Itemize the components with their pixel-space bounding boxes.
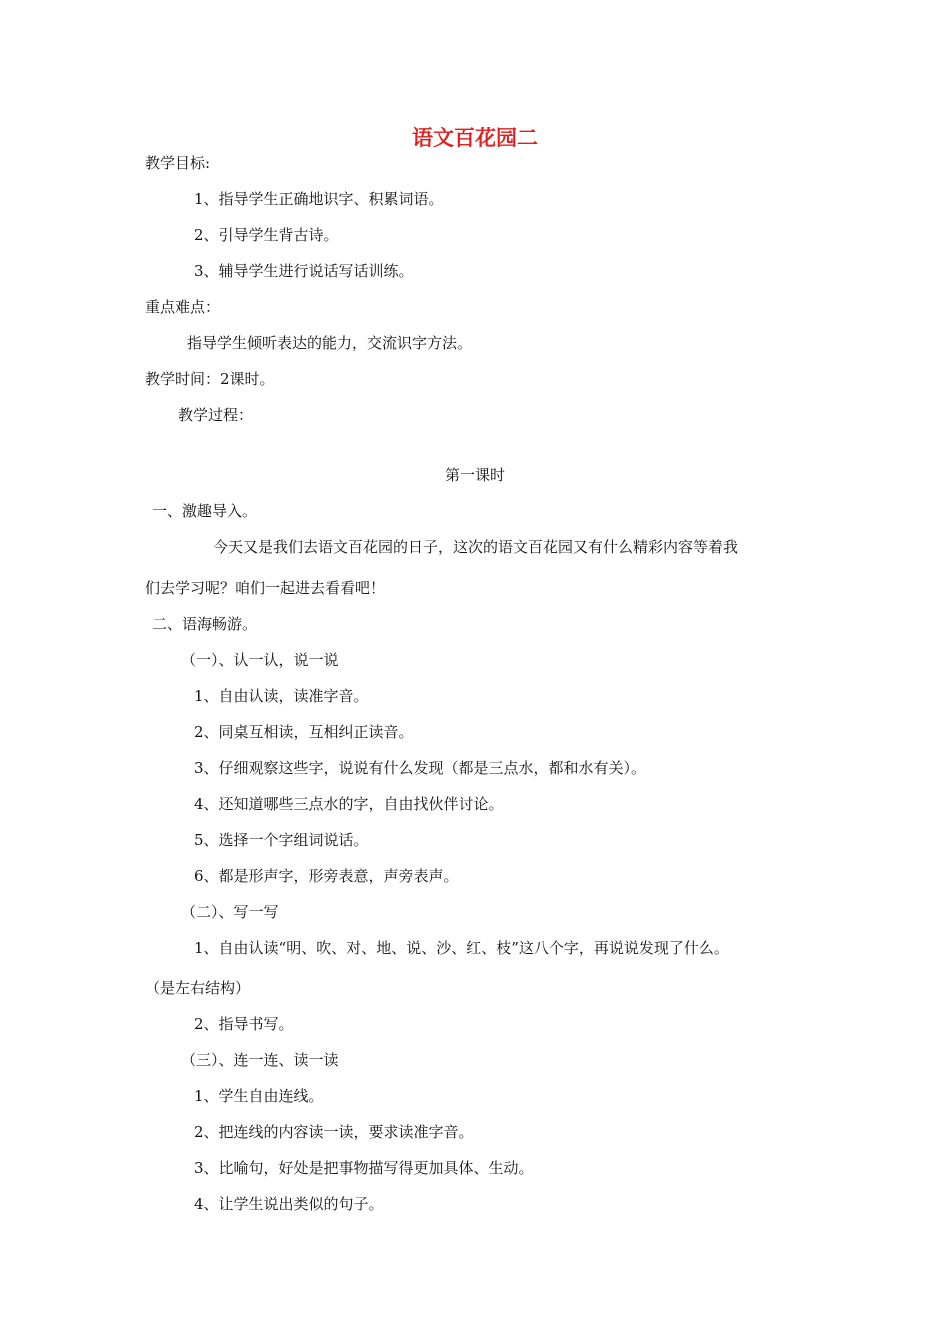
step-item: 2、把连线的内容读一读，要求读准字音。 — [194, 1123, 474, 1141]
objective-item: 3、辅导学生进行说话写话训练。 — [194, 262, 414, 280]
step-item: 3、比喻句，好处是把事物描写得更加具体、生动。 — [194, 1159, 534, 1177]
objective-item: 1、指导学生正确地识字、积累词语。 — [194, 190, 444, 208]
step-item: 1、自由认读“明、吹、对、地、说、沙、红、枝”这八个字，再说说发现了什么。 — [194, 939, 729, 957]
section-heading-objectives: 教学目标: — [145, 154, 211, 172]
part-heading: 一、激趣导入。 — [152, 502, 258, 520]
step-item: 4、还知道哪些三点水的字，自由找伙伴讨论。 — [194, 795, 504, 813]
step-item: 3、仔细观察这些字，说说有什么发现（都是三点水，都和水有关）。 — [194, 759, 647, 777]
objective-item: 2、引导学生背古诗。 — [194, 226, 339, 244]
paragraph-text-continued: 们去学习呢？咱们一起进去看看吧！ — [145, 579, 386, 597]
step-item: 2、指导书写。 — [194, 1015, 294, 1033]
step-item: 5、选择一个字组词说话。 — [194, 831, 369, 849]
step-item: 4、让学生说出类似的句子。 — [194, 1195, 384, 1213]
step-item: 1、学生自由连线。 — [194, 1087, 324, 1105]
step-item: 6、都是形声字，形旁表意，声旁表声。 — [194, 867, 459, 885]
subsection-heading: （三）、连一连、读一读 — [181, 1051, 339, 1069]
step-item: 2、同桌互相读，互相纠正读音。 — [194, 723, 414, 741]
key-points-text: 指导学生倾听表达的能力，交流识字方法。 — [187, 334, 473, 352]
lesson-heading: 第一课时 — [444, 466, 505, 484]
step-item: 1、自由认读，读准字音。 — [194, 687, 369, 705]
step-item-continued: （是左右结构） — [145, 979, 251, 997]
document-title: 语文百花园二 — [412, 125, 538, 150]
teaching-time: 教学时间：2课时。 — [145, 370, 275, 388]
subsection-heading: （二）、写一写 — [181, 903, 279, 921]
subsection-heading: （一）、认一认，说一说 — [181, 651, 339, 669]
section-heading-key-points: 重点难点： — [145, 298, 221, 316]
paragraph-text: 今天又是我们去语文百花园的日子，这次的语文百花园又有什么精彩内容等着我 — [213, 538, 739, 556]
section-heading-process: 教学过程： — [178, 406, 254, 424]
part-heading: 二、语海畅游。 — [152, 615, 258, 633]
